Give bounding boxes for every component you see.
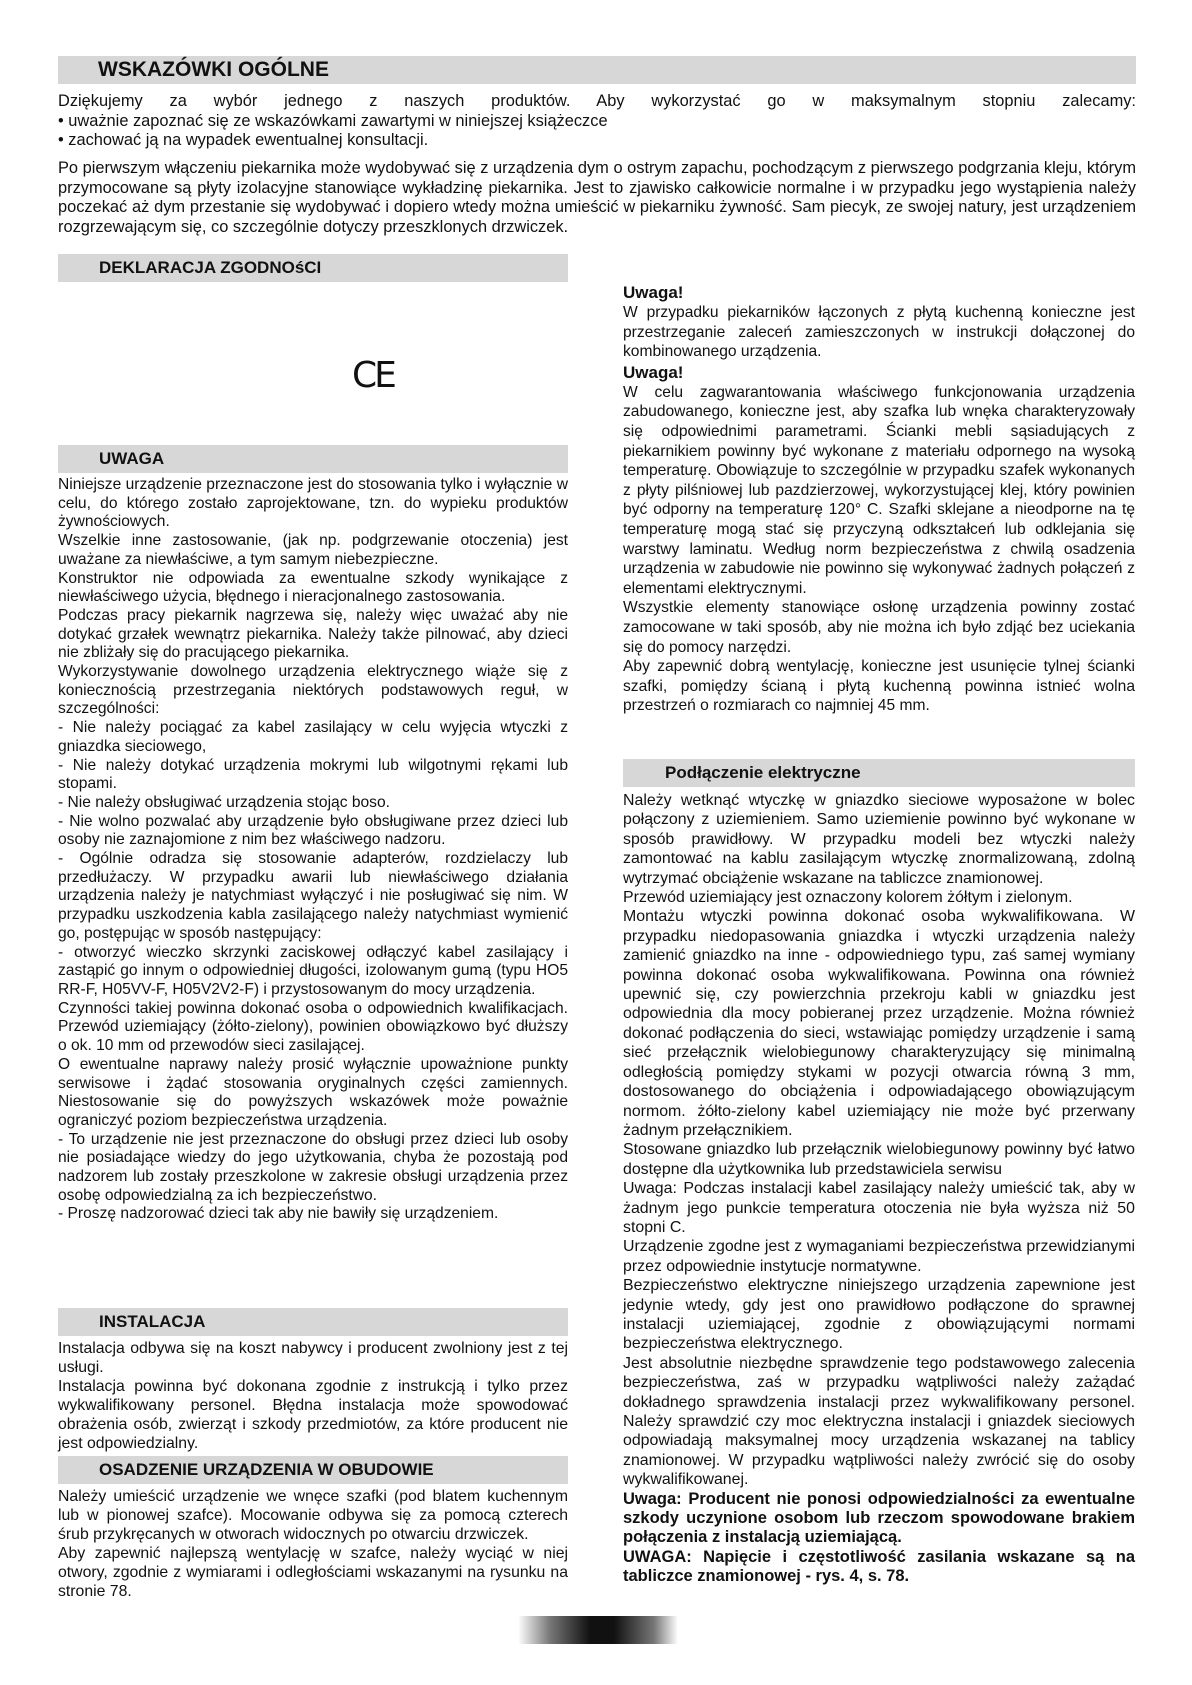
note1-title: Uwaga! [623,283,684,302]
uwaga-line: - To urządzenie nie jest przeznaczone do obsługi przez dzieci lub osoby nie posiadające wiedzy do jego użytkowania, chyba że pozostają pod nadzorem lub zostały przeszkolone w zakresie obsługi urządzenia przez osobę odpowiedzialną za ich bezpieczeństwo. [58,1130,568,1204]
uwaga-line: Podczas pracy piekarnik nagrzewa się, należy więc uważać aby nie dotykać grzałek wewnątrz piekarnika. Należy także pilnować, aby dzieci nie zbliżały się do pracującego piekarnika. [58,606,568,662]
declaration-heading: DEKLARACJA ZGODNOśCI [99,258,322,277]
installation-text [58,1339,568,1453]
electrical-voltage-note: UWAGA: Napięcie i częstotliwość zasilania wskazane są na tabliczce znamionowej - rys. 4, s. 78. [623,1547,1135,1586]
uwaga-heading: UWAGA [99,449,165,468]
uwaga-line: - Proszę nadzorować dzieci tak aby nie bawiły się urządzeniem. [58,1205,499,1223]
note2-title: Uwaga! [623,362,684,382]
right-notes [623,282,1135,716]
uwaga-line: - Ogólnie odradza się stosowanie adapterów, rozdzielaczy lub przedłużaczy. W przypadku awarii lub niewłaściwego działania urządzenia należy je natychmiast wyłączyć i nie posługiwać się nim. W przypadku uszkodzenia kabla zasilającego należy natychmiast wymienić go, postępując w sposób następujący: [58,850,568,942]
electrical-line: Montażu wtyczki powinna dokonać osoba wykwalifikowana. W przypadku niedopasowania gniazdka i wtyczki urządzenia należy zamienić gniazdko na inne - odpowiedniego typu, zaś samej wymiany powinna dokonać osoba wykwalifikowana. Powinna ona również upewnić się, czy powierzchnia przekroju kabli w gniazdku jest odpowiednia dla mocy pobieranej przez urządzenie. Można również dokonać podłączenia do sieci, wstawiając pomiędzy urządzenie i samą sieć przełącznik wielobiegunowy charakteryzujący się minimalną odległością pomiędzy stykami w pozycji otwarcia równą 3 mm, dostosowanego do obciążenia i odpowiadającego obowiązującym normom. żółto-zielony kabel uziemiający nie może być przerwany żadnym przełącznikiem. [623,908,1135,1139]
uwaga-line: Wykorzystywanie dowolnego urządzenia elektrycznego wiąże się z koniecznością przestrzegania niektórych podstawowych reguł, w szczególności: [58,663,568,718]
electrical-line: Przewód uziemiający jest oznaczony kolorem żółtym i zielonym. [623,889,1073,907]
uwaga-line: Wszelkie inne zastosowanie, (jak np. podgrzewanie otoczenia) jest uważane za niewłaściwe, a tym samym niebezpieczne. [58,532,568,568]
general-heading: WSKAZÓWKI OGÓLNE [98,58,329,81]
uwaga-line: Czynności takiej powinna dokonać osoba o odpowiednich kwalifikacjach. Przewód uziemiający (żółto-zielony), powinien obowiązkowo być dłuższy o ok. 10 mm od przewodów sieci zasilającej. [58,999,568,1055]
intro-line: Dziękujemy za wybór jednego z naszych produktów. Aby wykorzystać go w maksymalnym stopniu zalecamy: [58,92,1136,110]
electrical-warning: Uwaga: Producent nie ponosi odpowiedzialności za ewentualne szkody uczynione osobom lub rzeczom spowodowane brakiem połączenia z instalacją uziemiającą. [623,1489,1135,1547]
uwaga-line: - Nie wolno pozwalać aby urządzenie było obsługiwane przez dzieci lub osoby nie zaznajomione z nim bez właściwego nadzoru. [58,812,568,849]
electrical-text [623,791,1135,1587]
electrical-heading: Podłączenie elektryczne [665,763,861,782]
intro-line: • zachować ją na wypadek ewentualnej konsultacji. [58,131,429,149]
note2-line: Aby zapewnić dobrą wentylację, konieczne jest usunięcie tylnej ścianki szafki, pomiędzy ścianą i płytą kuchenną powinna istnieć wolna przestrzeń o rozmiarach co najmniej 45 mm. [623,658,1135,715]
installation-line: Instalacja powinna być dokonana zgodnie z instrukcją i tylko przez wykwalifikowany personel. Błędna instalacja może spowodować obrażenia osób, zwierząt i szkody przedmiotów, za które producent nie jest odpowiedzialny. [58,1378,568,1452]
note1-text: W przypadku piekarników łączonych z płytą kuchenną konieczne jest przestrzeganie zaleceń zamieszczonych w instrukcji dołączonej do kombinowanego urządzenia. [623,304,1135,361]
uwaga-line: Niniejsze urządzenie przeznaczone jest do stosowania tylko i wyłącznie w celu, do którego zostało zaprojektowane, tzn. do wypieku produktów żywnościowych. [58,476,568,531]
uwaga-heading-bar [58,445,568,473]
intro-line: • uważnie zapoznać się ze wskazówkami zawartymi w niniejszej książeczce [58,111,608,130]
general-paragraph [58,159,1136,237]
electrical-heading-bar [623,759,1135,787]
installation-line: Instalacja odbywa się na koszt nabywcy i producent zwolniony jest z tej usługi. [58,1340,568,1376]
uwaga-line: - Nie należy pociągać za kabel zasilający w celu wyjęcia wtyczki z gniazdka sieciowego, [58,719,568,755]
uwaga-line: - otworzyć wieczko skrzynki zaciskowej odłączyć kabel zasilający i zastąpić go innym o odpowiedniej długości, izolowanym gumą (typu HO5 RR-F, H05VV-F, H05V2V2-F) i przystosowanym do mocy urządzenia. [58,943,568,998]
building-in-text [58,1487,568,1601]
general-heading-bar [58,56,1136,84]
uwaga-line: - Nie należy obsługiwać urządzenia stojąc boso. [58,793,390,811]
electrical-line: Stosowane gniazdko lub przełącznik wielobiegunowy powinny być łatwo dostępne dla użytkownika lub przedstawiciela serwisu [623,1141,1135,1178]
electrical-line: Należy wetknąć wtyczkę w gniazdko sieciowe wyposażone w bolec połączony z uziemieniem. Samo uziemienie powinno być wykonane w sposób prawidłowy. W przypadku modeli bez wtyczki należy zamontować na kablu zasilającym wtyczkę znormalizowaną, zdolną wytrzymać obciążenie wskazane na tabliczce znamionowej. [623,792,1135,887]
note2-line: W celu zagwarantowania właściwego funkcjonowania urządzenia zabudowanego, konieczne jest, aby szafka lub wnęka charakteryzowały się odpowiednimi parametrami. Ścianki mebli sąsiadujących z piekarnikiem powinny być wykonane z materiału odpornego na wysoką temperaturę. Obowiązuje to szczególnie w przypadku szafek wykonanych z płyty pilśniowej lub pazdzierzowej, wykorzystującej klej, który powinien być odporny na temperaturę 120° C. Szafki sklejane a nieodporne na tę temperaturę mogą stać się przyczyną odkształceń lub odklejania się warstwy laminatu. Według norm bezpieczeństwa z chwilą osadzenia urządzenia w zabudowie nie powinno się wykonywać żadnych połączeń z elementami elektrycznymi. [623,383,1135,597]
building-in-heading-bar [58,1456,568,1484]
general-intro [58,92,1136,151]
electrical-line: Uwaga: Podczas instalacji kabel zasilający należy umieścić tak, aby w żadnym jego punkcie temperatura otoczenia nie była wyższa niż 50 stopni C. [623,1180,1135,1236]
general-paragraph-text: Po pierwszym włączeniu piekarnika może wydobywać się z urządzenia dym o ostrym zapachu, pochodzącym z pierwszego podgrzania kleju, którym przymocowane są płyty izolacyjne stanowiące wykładzinę piekarnika. Jest to zjawisko całkowicie normalne i w przypadku jego wystąpienia należy poczekać aż dym przestanie się wydobywać i dopiero wtedy można umieścić w piekarniku żywność. Sam piecyk, ze swojej natury, jest urządzeniem rozgrzewającym się, co szczególnie dotyczy przeszklonych drzwiczek. [58,159,1136,236]
ce-mark: CE [352,355,394,396]
building-in-heading: OSADZENIE URZĄDZENIA W OBUDOWIE [99,1460,434,1479]
building-in-line: Należy umieścić urządzenie we wnęce szafki (pod blatem kuchennym lub w pionowej szafce). Mocowanie odbywa się za pomocą czterech śrub przykręcanych w otworach widocznych po otwarciu drzwiczek. [58,1488,568,1543]
electrical-line: Bezpieczeństwo elektryczne niniejszego urządzenia zapewnione jest jedynie wtedy, gdy jest ono prawidłowo podłączone do sprawnej instalacji uziemiającej, zgodnie z obowiązującymi normami bezpieczeństwa elektrycznego. [623,1277,1135,1353]
installation-heading-bar [58,1308,568,1336]
uwaga-line: Konstruktor nie odpowiada za ewentualne szkody wynikające z niewłaściwego użycia, błędnego i nieracjonalnego zastosowania. [58,569,568,606]
uwaga-line: - Nie należy dotykać urządzenia mokrymi lub wilgotnymi rękami lub stopami. [58,756,568,793]
declaration-heading-bar [58,254,568,282]
uwaga-line: O ewentualne naprawy należy prosić wyłącznie upoważnione punkty serwisowe i żądać stosowania oryginalnych części zamiennych. Niestosowanie się do powyższych wskazówek może poważnie ograniczyć poziom bezpieczeństwa urządzenia. [58,1055,568,1129]
page-tab-decoration [518,1616,678,1644]
building-in-line: Aby zapewnić najlepszą wentylację w szafce, należy wyciąć w niej otwory, zgodnie z wymiarami i odległościami wskazanymi na rysunku na stronie 78. [58,1545,568,1600]
uwaga-text [58,476,568,1224]
electrical-line: Urządzenie zgodne jest z wymaganiami bezpieczeństwa przewidzianymi przez odpowiednie instytucje normatywne. [623,1238,1135,1275]
electrical-line: Jest absolutnie niezbędne sprawdzenie tego podstawowego zalecenia bezpieczeństwa, zaś w przypadku wątpliwości należy zażądać dokładnego sprawdzenia instalacji przez wykwalifikowany personel. Należy sprawdzić czy moc elektryczna instalacji i gniazdek sieciowych odpowiadają maksymalnej mocy urządzenia wskazanej na tablicy znamionowej. W przypadku wątpliwości należy zwrócić się do osoby wykwalifikowanej. [623,1354,1135,1489]
installation-heading: INSTALACJA [99,1312,206,1331]
note2-line: Wszystkie elementy stanowiące osłonę urządzenia powinny zostać zamocowane w taki sposób, aby nie można ich było zdjąć bez uciekania się do pomocy narzędzi. [623,599,1135,656]
